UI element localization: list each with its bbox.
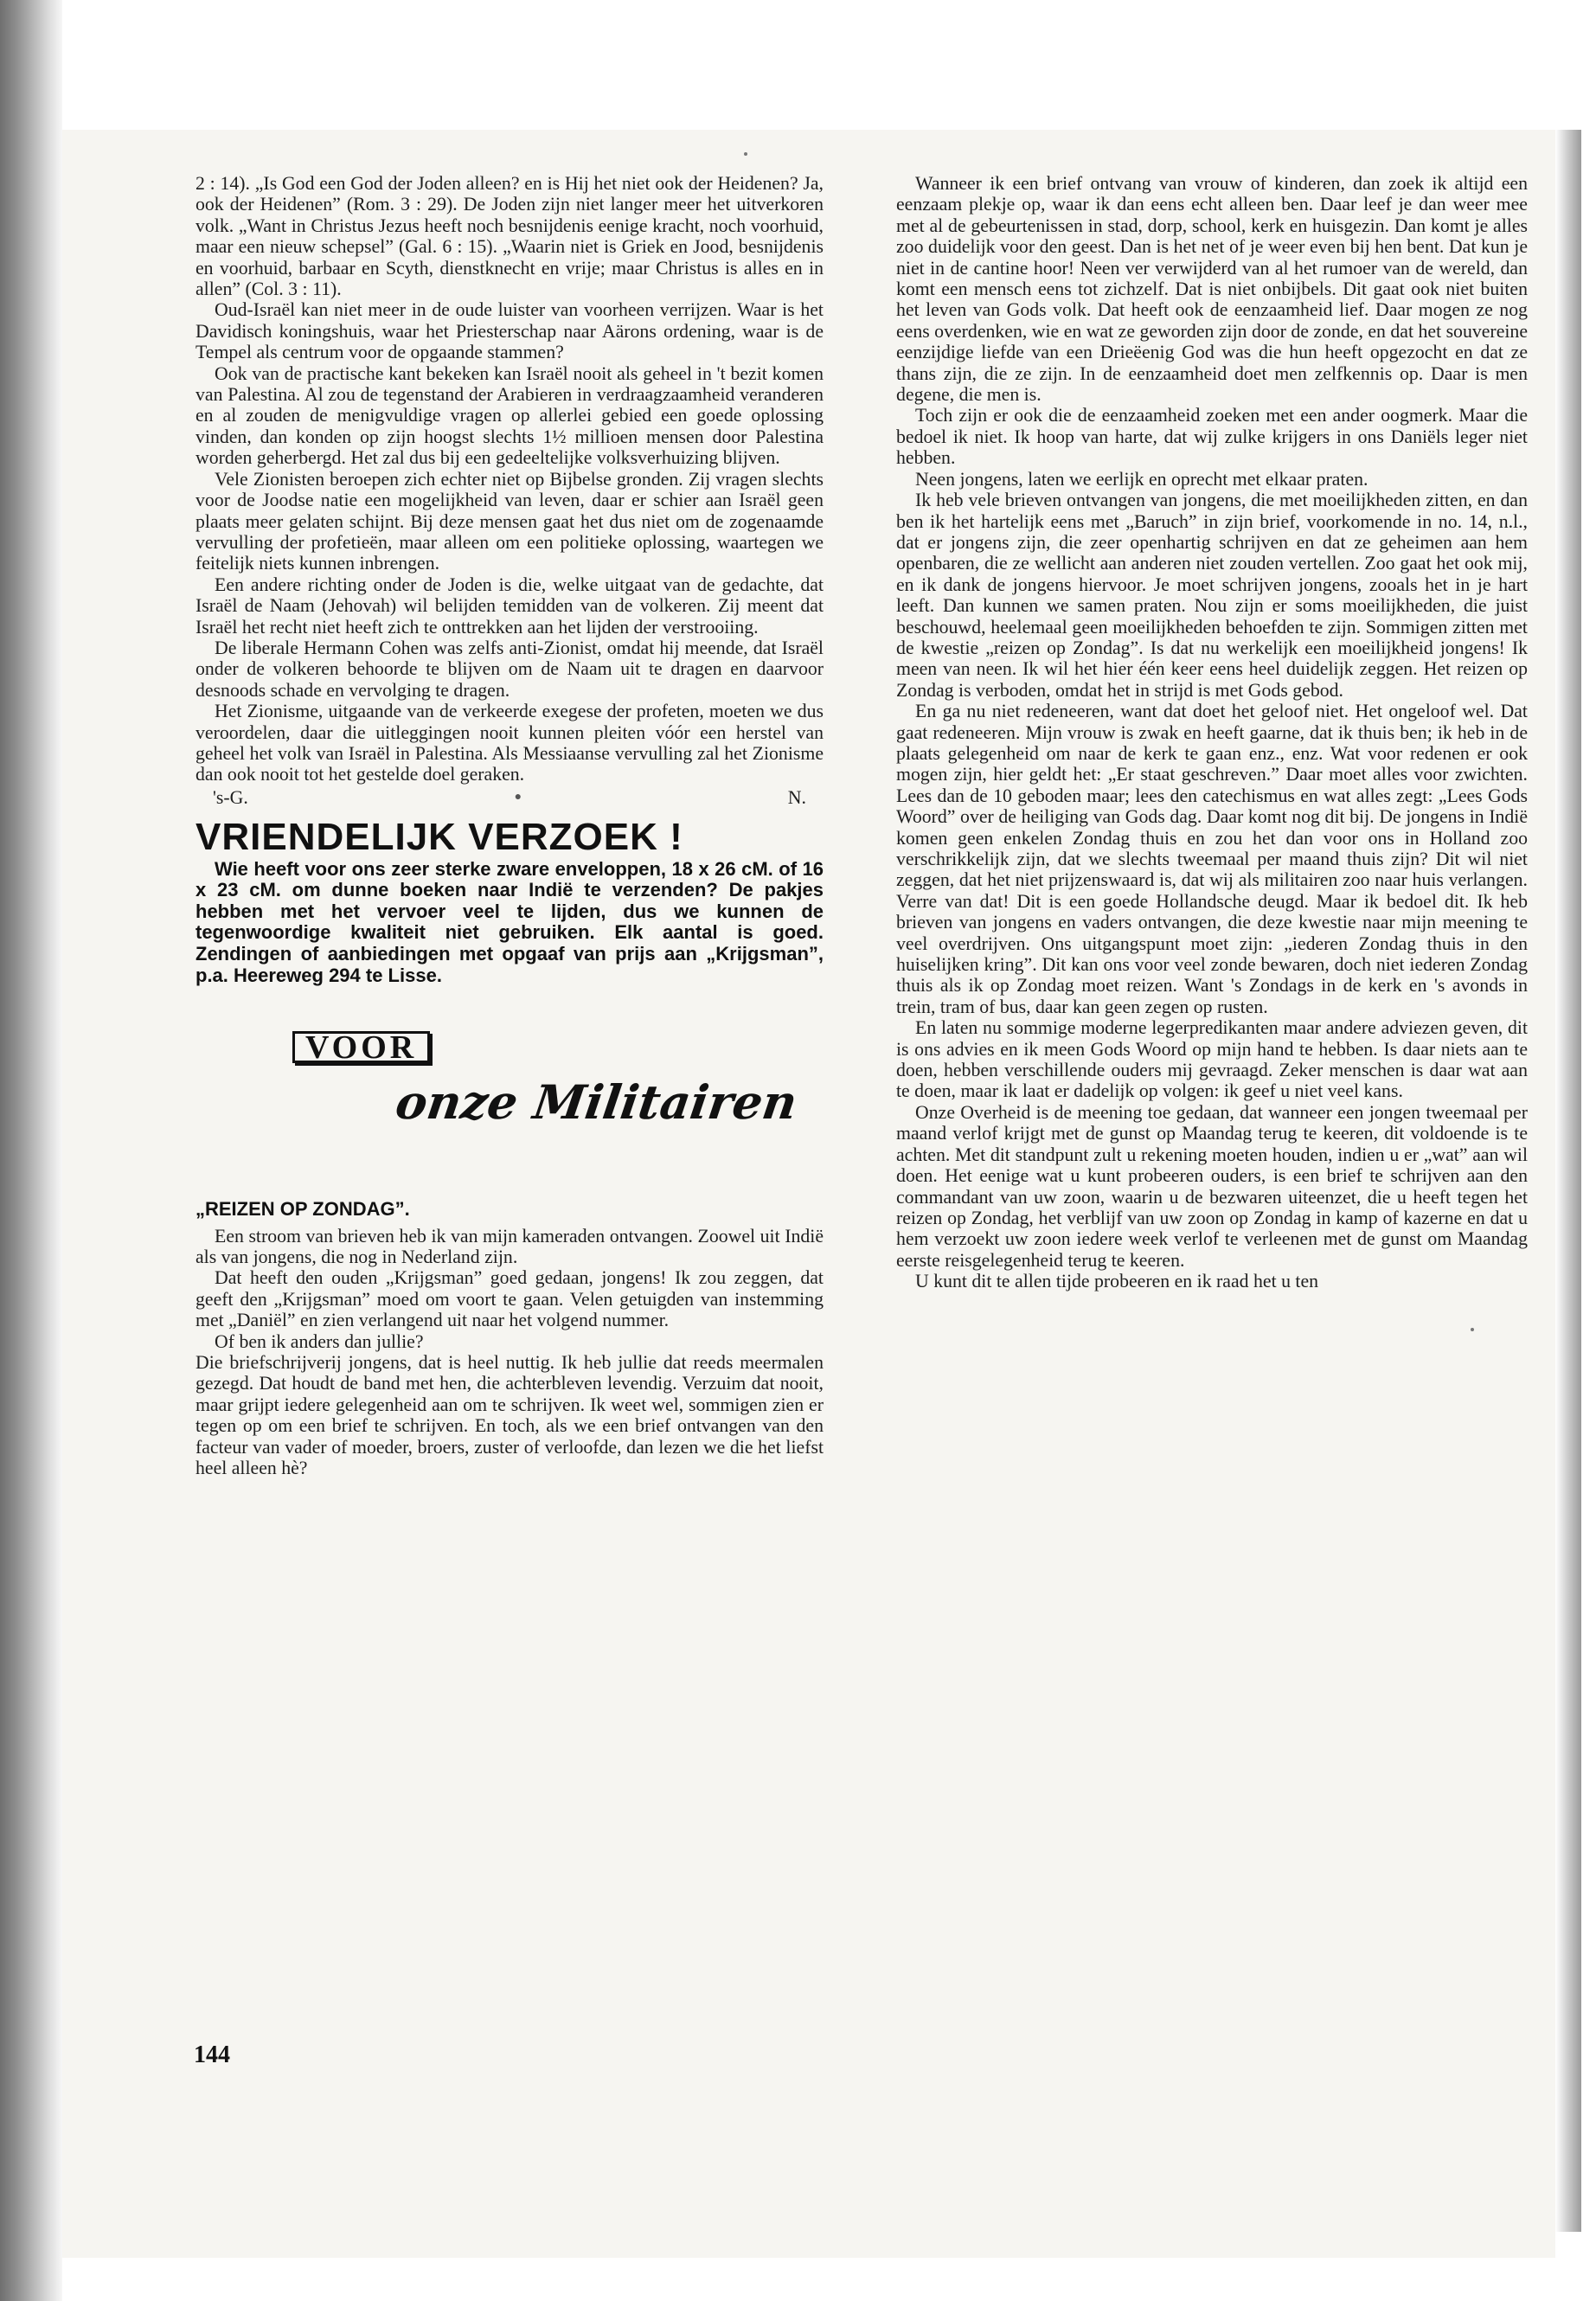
- signature-initial: N.: [787, 786, 806, 808]
- scan-right-edge: [1555, 130, 1581, 2232]
- page-number: 144: [194, 2041, 230, 2068]
- column-paragraph: Een stroom van brieven heb ik van mijn kameraden ontvangen. Zoowel uit Indië als van jongens, die nog in Nederland zijn.: [195, 1225, 824, 1267]
- column-paragraph: Dat heeft den ouden „Krijgsman” goed gedaan, jongens! Ik zou zeggen, dat geeft den „Krijgsman” moed om voort te gaan. Velen getuigden van instemming met „Daniël” en zien verlangend uit naar het volgend nummer.: [195, 1267, 824, 1331]
- request-heading: VRIENDELIJK VERZOEK !: [195, 816, 683, 859]
- ornament-dot: ●: [514, 790, 522, 804]
- article-paragraph: De liberale Hermann Cohen was zelfs anti-Zionist, omdat hij meende, dat Israël onder de volkeren behoorde te blijven om de Naam uit te dragen en daarvoor desnoods schade en vervolging te dragen.: [195, 637, 824, 701]
- column-paragraph: En laten nu sommige moderne legerpredikanten maar andere adviezen geven, dit is ons advies en ik meen Gods Woord op mijn hand te hebben. Is daar niets aan te doen, hebben verschillende ouders mij gevraagd. Zeker menschen is daar wat aan te doen, maar ik laat er dadelijk op volgen: ik geef u niet veel kans.: [896, 1017, 1528, 1102]
- right-column: [896, 173, 1528, 1292]
- article-signature: [213, 787, 806, 808]
- scan-speck: [1471, 1328, 1474, 1331]
- left-column: [195, 173, 824, 1478]
- article-paragraph: Een andere richting onder de Joden is die, welke uitgaat van de gedachte, dat Israël de Naam (Jehovah) wil belijden temidden van de volkeren. Zij meent dat Israël het recht niet heeft zich te onttrekken aan het lijden der verstrooiing.: [195, 574, 824, 638]
- column-paragraph: Die briefschrijverij jongens, dat is heel nuttig. Ik heb jullie dat reeds meermalen gezegd. Dat houdt de band met hen, die achterbleven levendig. Verzuim dat nooit, maar grijpt iedere gelegenheid aan om te schrijven. Ik weet wel, sommigen zien er tegen op om een brief te schrijven. En toch, als we een brief ontvangen van den facteur van vader of moeder, broers, zuster of verloofde, dan lezen we die het liefst heel alleen hè?: [195, 1352, 824, 1479]
- article-paragraph: Het Zionisme, uitgaande van de verkeerde exegese der profeten, moeten we dus veroordelen, daar die uitleggingen nooit kunnen pleiten vóór een herstel van geheel het volk van Israël in Palestina. Als Messiaanse vervulling zal het Zionisme dan ook nooit tot het gestelde doel geraken.: [195, 701, 824, 785]
- militairen-script-logo: onze Militairen: [392, 1074, 801, 1131]
- article-paragraph: Oud-Israël kan niet meer in de oude luister van voorheen verrijzen. Waar is het Davidisch koningshuis, waar het Priesterschap naar Aärons ordening, waar is de Tempel als centrum voor de opgaande stammen?: [195, 299, 824, 363]
- signature-place: 's-G.: [213, 786, 248, 808]
- scan-speck: [744, 152, 747, 156]
- column-logo: [195, 1031, 824, 1187]
- column-paragraph: U kunt dit te allen tijde probeeren en ik raad het u ten: [915, 1271, 1319, 1292]
- column-paragraph: Wanneer ik een brief ontvang van vrouw of kinderen, dan zoek ik altijd een eenzaam plekje op, waar ik dan eens echt alleen ben. Daar leef je dan weer mee met al de gebeurtenissen in stad, dorp, school, kerk en huisgezin. Dan komt je alles zoo duidelijk voor den geest. Dan is het net of je weer even bij hen bent. Dat kun je niet in de cantine hoor! Neen ver verwijderd van al het rumoer van de wereld, dan komt een mensch eens tot zichzelf. Dat is niet onbijbels. Dit gaat ook niet buiten het leven van Gods volk. Dat heeft ook de eenzaamheid lief. Daar mogen ze nog eens overdenken, wie en wat ze geworden zijn door de zonde, en dat het souvereine eenzijdige liefde van een Drieëenig God was die hun heeft opgezocht en dat ze thans zijn, die ze zijn. In de eenzaamheid doet men zelfkennis op. Daar is men degene, die men is.: [896, 173, 1528, 406]
- article-paragraph: 2 : 14). „Is God een God der Joden alleen? en is Hij het niet ook der Heidenen? Ja, ook der Heidenen” (Rom. 3 : 29). De Joden zijn niet langer meer het uitverkoren volk. „Want in Christus Jezus heeft noch besnijdenis eenige kracht, noch voorhuid, maar een nieuw schepsel” (Gal. 6 : 15). „Waarin niet is Griek en Jood, besnijdenis en voorhuid, barbaar en Scyth, dienstknecht en vrije; maar Christus is alles en in allen” (Col. 3 : 11).: [195, 173, 824, 300]
- column-paragraph: Toch zijn er ook die de eenzaamheid zoeken met een ander oogmerk. Maar die bedoel ik niet. Ik hoop van harte, dat wij zulke krijgers in ons Daniëls leger niet hebben.: [896, 405, 1528, 469]
- voor-box-logo: VOOR: [292, 1031, 430, 1062]
- column-subheading: „REIZEN OP ZONDAG”.: [195, 1198, 410, 1221]
- article-paragraph: Vele Zionisten beroepen zich echter niet op Bijbelse gronden. Zij vragen slechts voor de Joodse natie een mogelijkheid van leven, daar er schier aan Israël geen plaats meer gelaten schijnt. Bij deze mensen gaat het dus niet om de zogenaamde vervulling der profetieën, maar alleen om een politieke oplossing, waartegen we feitelijk niets kunnen inbrengen.: [195, 468, 824, 574]
- column-paragraph: Ik heb vele brieven ontvangen van jongens, die met moeilijkheden zitten, en dan ben ik het hartelijk eens met „Baruch” in zijn brief, voorkomende in no. 14, n.l., dat er jongens zijn, die zeer openhartig schrijven en dat ze geheimen aan hem openbaren, die ze wellicht aan anderen niet zouden vertellen. Zoo gaat het ook mij, en ik dank de jongens hiervoor. Je moet schrijven jongens, zooals het in je hart leeft. Dan kunnen we samen praten. Nou zijn er soms moeilijkheden, die juist beschouwd, heelemaal geen moeilijkheden behoefden te zijn. Sommigen zitten met de kwestie „reizen op Zondag”. Is dat nu werkelijk een moeilijkheid jongens! Ik meen van neen. Ik wil het hier één keer eens heel duidelijk zeggen. Het reizen op Zondag is verboden, omdat het in strijd is met Gods gebod.: [896, 490, 1528, 701]
- article-paragraph: Ook van de practische kant bekeken kan Israël nooit als geheel in 't bezit komen van Palestina. Al zou de tegenstand der Arabieren in verdraagzaamheid veranderen en al zouden de menigvuldige vragen op allerlei gebied een goede oplossing vinden, dan konden op zijn hoogst slechts 1½ millioen mensen door Palestina worden geherbergd. Het zal dus bij een gedeeltelijke volksverhuizing blijven.: [195, 362, 824, 469]
- scan-left-edge: [0, 0, 62, 2301]
- column-paragraph: Neen jongens, laten we eerlijk en oprecht met elkaar praten.: [915, 468, 1368, 490]
- column-paragraph: En ga nu niet redeneeren, want dat doet het geloof niet. Het ongeloof wel. Dat gaat redeneeren. Mijn vrouw is zwak en heeft gaarne, dat ik thuis ben; ik heb in de plaats gelegenheid om naar de kerk te gaan enz., enz. Wat voor redenen er ook mogen zijn, hier geldt het: „Er staat geschreven.” Daar moet alles voor zwichten. Lees dan de 10 geboden maar; lees den catechismus en wat alles zegt: „Lees Gods Woord” over de heiliging van Gods dag. Daar komt nog dit bij. De jongens in Indië komen geen enkelen Zondag thuis en zou het dan voor ons in Holland zoo verschrikkelijk zijn, dat we slechts tweemaal per maand thuis zijn? Dit wil niet zeggen, dat het niet prijzenswaard is, dat wij als militairen zoo naar huis verlangen. Verre van dat! Dit is een goede Hollandsche deugd. Maar ik bedoel dit. Ik heb brieven van jongens en vaders ontvangen, die deze kwestie naar mijn meening te veel overdrijven. Ons uitgangspunt moet zijn: „iederen Zondag thuis in den huiselijken kring”. Dit kan ons voor veel zonde bewaren, doch niet iederen Zondag thuis als ik op Zondag moet reizen. Want 's Zondags in de kerk en 's avonds in trein, tram of bus, daar kan geen zegen op rusten.: [896, 701, 1528, 1017]
- column-paragraph: Of ben ik anders dan jullie?: [215, 1330, 424, 1352]
- column-paragraph: Onze Overheid is de meening toe gedaan, dat wanneer een jongen tweemaal per maand verlof krijgt met de gunst op Maandag terug te keeren, dit voldoende is te achten. Met dit standpunt zult u rekening moeten houden, indien u er „wat” aan wil doen. Het eenige wat u kunt probeeren ouders, is een brief te schrijven aan den commandant van uw zoon, waarin u de bezwaren uiteenzet, die u heeft tegen het reizen op Zondag, het verblijf van uw zoon op Zondag in kamp of kazerne en dat u hem verzoekt uw zoon iedere week verlof te verleenen met de gunst om Maandag eerste reisgelegenheid terug te keeren.: [896, 1101, 1528, 1271]
- request-text: Wie heeft voor ons zeer sterke zware enveloppen, 18 x 26 cM. of 16 x 23 cM. om dunne boeken naar Indië te verzenden? De pakjes hebben met het vervoer veel te lijden, dus we kunnen de tegenwoordige kwaliteit niet gebruiken. Elk aantal is goed. Zendingen of aanbiedingen met opgaaf van prijs aan „Krijgsman”, p.a. Heereweg 294 te Lisse.: [195, 857, 824, 986]
